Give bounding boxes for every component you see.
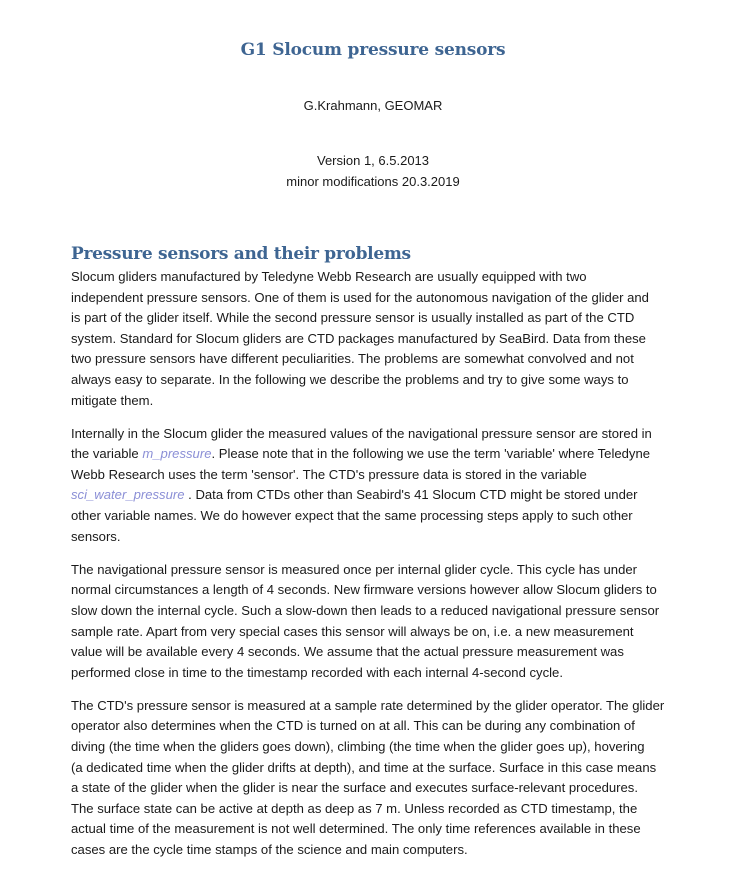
text-line: value will be available every 4 seconds. We assume that the actual pressure measurement was (71, 644, 624, 660)
text-line: Internally in the Slocum glider the measured values of the navigational pressure sensor are stored in (71, 425, 652, 441)
text-line: cases are the cycle time stamps of the science and main computers. (71, 841, 468, 857)
version-block (0, 150, 734, 192)
text-line: slow down the internal cycle. Such a slow-down then leads to a reduced navigational pressure sensor (71, 602, 660, 618)
text-line: a state of the glider when the glider is near the surface and executes surface-relevant procedures. (71, 780, 638, 796)
text-line: other variable names. We do however expect that the same processing steps apply to such other (71, 508, 633, 524)
modifications-line: minor modifications 20.3.2019 (286, 174, 460, 189)
text-line: is part of the glider itself. While the second pressure sensor is usually installed as part of the CTD (71, 310, 635, 326)
paragraph-navigational-sensor (71, 560, 691, 684)
text-line: always easy to separate. In the following we describe the problems and try to give some ways to (71, 371, 629, 387)
paragraph-intro (71, 267, 691, 411)
text-fragment: . Data from CTDs other than Seabird's 41 Slocum CTD might be stored under (184, 487, 638, 503)
text-line: The surface state can be active at depth as deep as 7 m. Unless recorded as CTD timestamp, the (71, 800, 638, 816)
section-heading: Pressure sensors and their problems (71, 244, 411, 264)
text-line: operator also determines when the CTD is turned on at all. This can be during any combination of (71, 718, 635, 734)
text-line: two pressure sensors have different peculiarities. The problems are somewhat convolved and not (71, 351, 634, 367)
text-line: (a dedicated time when the glider drifts at depth), and time at the surface. Surface in this case means (71, 759, 657, 775)
text-line: actual time of the measurement is not well determined. The only time references available in these (71, 821, 641, 837)
text-line: sample rate. Apart from very special cases this sensor will always be on, i.e. a new measurement (71, 623, 634, 639)
text-line: diving (the time when the gliders goes down), climbing (the time when the glider goes up), hovering (71, 738, 645, 754)
text-line: The CTD's pressure sensor is measured at a sample rate determined by the glider operator. The glider (71, 697, 665, 713)
author-line: G.Krahmann, GEOMAR (303, 98, 443, 113)
text-line: performed close in time to the timestamp recorded with each internal 4-second cycle. (71, 664, 563, 680)
text-line: system. Standard for Slocum gliders are CTD packages manufactured by SeaBird. Data from these (71, 330, 646, 346)
text-line (71, 485, 691, 506)
paragraph-variables (71, 424, 691, 548)
text-line: mitigate them. (71, 392, 154, 408)
text-line: sensors. (71, 528, 121, 544)
text-fragment: the variable (71, 446, 143, 462)
variable-name-m-pressure: m_pressure (142, 446, 212, 462)
document-body (71, 267, 691, 873)
text-fragment: . Please note that in the following we use the term 'variable' where Teledyne (211, 446, 651, 462)
text-line: Slocum gliders manufactured by Teledyne Webb Research are usually equipped with two (71, 269, 587, 284)
text-line: Webb Research uses the term 'sensor'. The CTD's pressure data is stored in the variable (71, 466, 587, 482)
text-line: The navigational pressure sensor is measured once per internal glider cycle. This cycle has under (71, 561, 637, 577)
variable-name-sci-water-pressure: sci_water_pressure (71, 487, 185, 503)
document-title: G1 Slocum pressure sensors (240, 40, 506, 60)
text-line (71, 444, 691, 465)
text-line: independent pressure sensors. One of them is used for the autonomous navigation of the glider and (71, 289, 649, 305)
paragraph-ctd-sensor (71, 696, 691, 861)
version-line: Version 1, 6.5.2013 (316, 153, 430, 168)
text-line: normal circumstances a length of 4 seconds. New firmware versions however allow Slocum gliders to (71, 582, 657, 598)
